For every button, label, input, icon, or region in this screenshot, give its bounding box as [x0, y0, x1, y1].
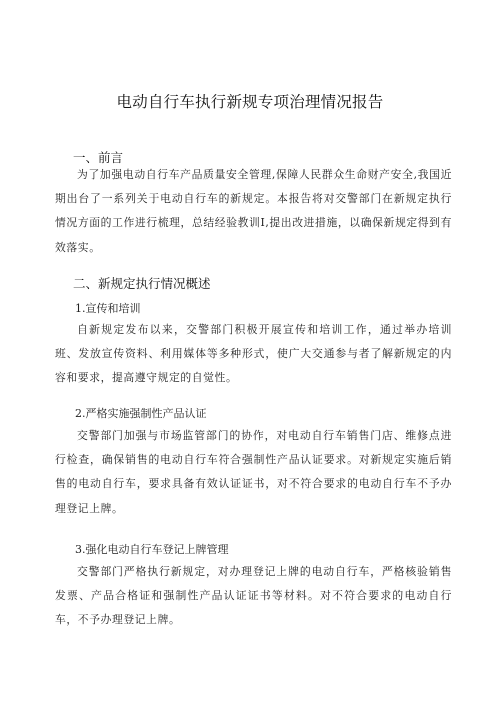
paragraph-preface: 为了加强电动自行车产品质量安全管理,保障人民群众生命财产安全,我国近期出台了一系列关于电动自行车的新规定。本报告将对交警部门在新规定执行情况方面的工作进行梳理，总结经验教训I,提出改进措施，以确保新规定得到有效落实。 — [55, 168, 452, 254]
subheading-certification: 2.严格实施强制性产品认证 — [75, 407, 207, 420]
paragraph-registration: 交警部门严格执行新规定，对办理登记上牌的电动自行车，严格核验销售发票、产品合格证和强制性产品认证证书等材料。对不符合要求的电动自行车，不予办理登记上牌。 — [55, 565, 452, 627]
paragraph-publicity-training: 自新规定发布以来，交警部门积极开展宣传和培训工作，通过举办培训班、发放宣传资料、利用媒体等多种形式，使广大交通参与者了解新规定的内容和要求，提高遵守规定的自觉性。 — [55, 323, 452, 385]
section-heading-overview: 二、新规定执行情况概述 — [73, 276, 211, 291]
document-title: 电动自行车执行新规专项治理情况报告 — [116, 93, 384, 111]
subheading-registration: 3.强化电动自行车登记上牌管理 — [75, 543, 229, 556]
paragraph-certification: 交警部门加强与市场监管部门的协作，对电动自行车销售门店、维修点进行检查，确保销售的电动自行车符合强制性产品认证要求。对新规定实施后销售的电动自行车，要求具备有效认证证书，对不符合要求的电动自行车不予办理登记上牌。 — [55, 429, 452, 515]
subheading-publicity-training: 1.宣传和培训 — [75, 302, 141, 315]
section-heading-preface: 一、前言 — [73, 150, 124, 165]
